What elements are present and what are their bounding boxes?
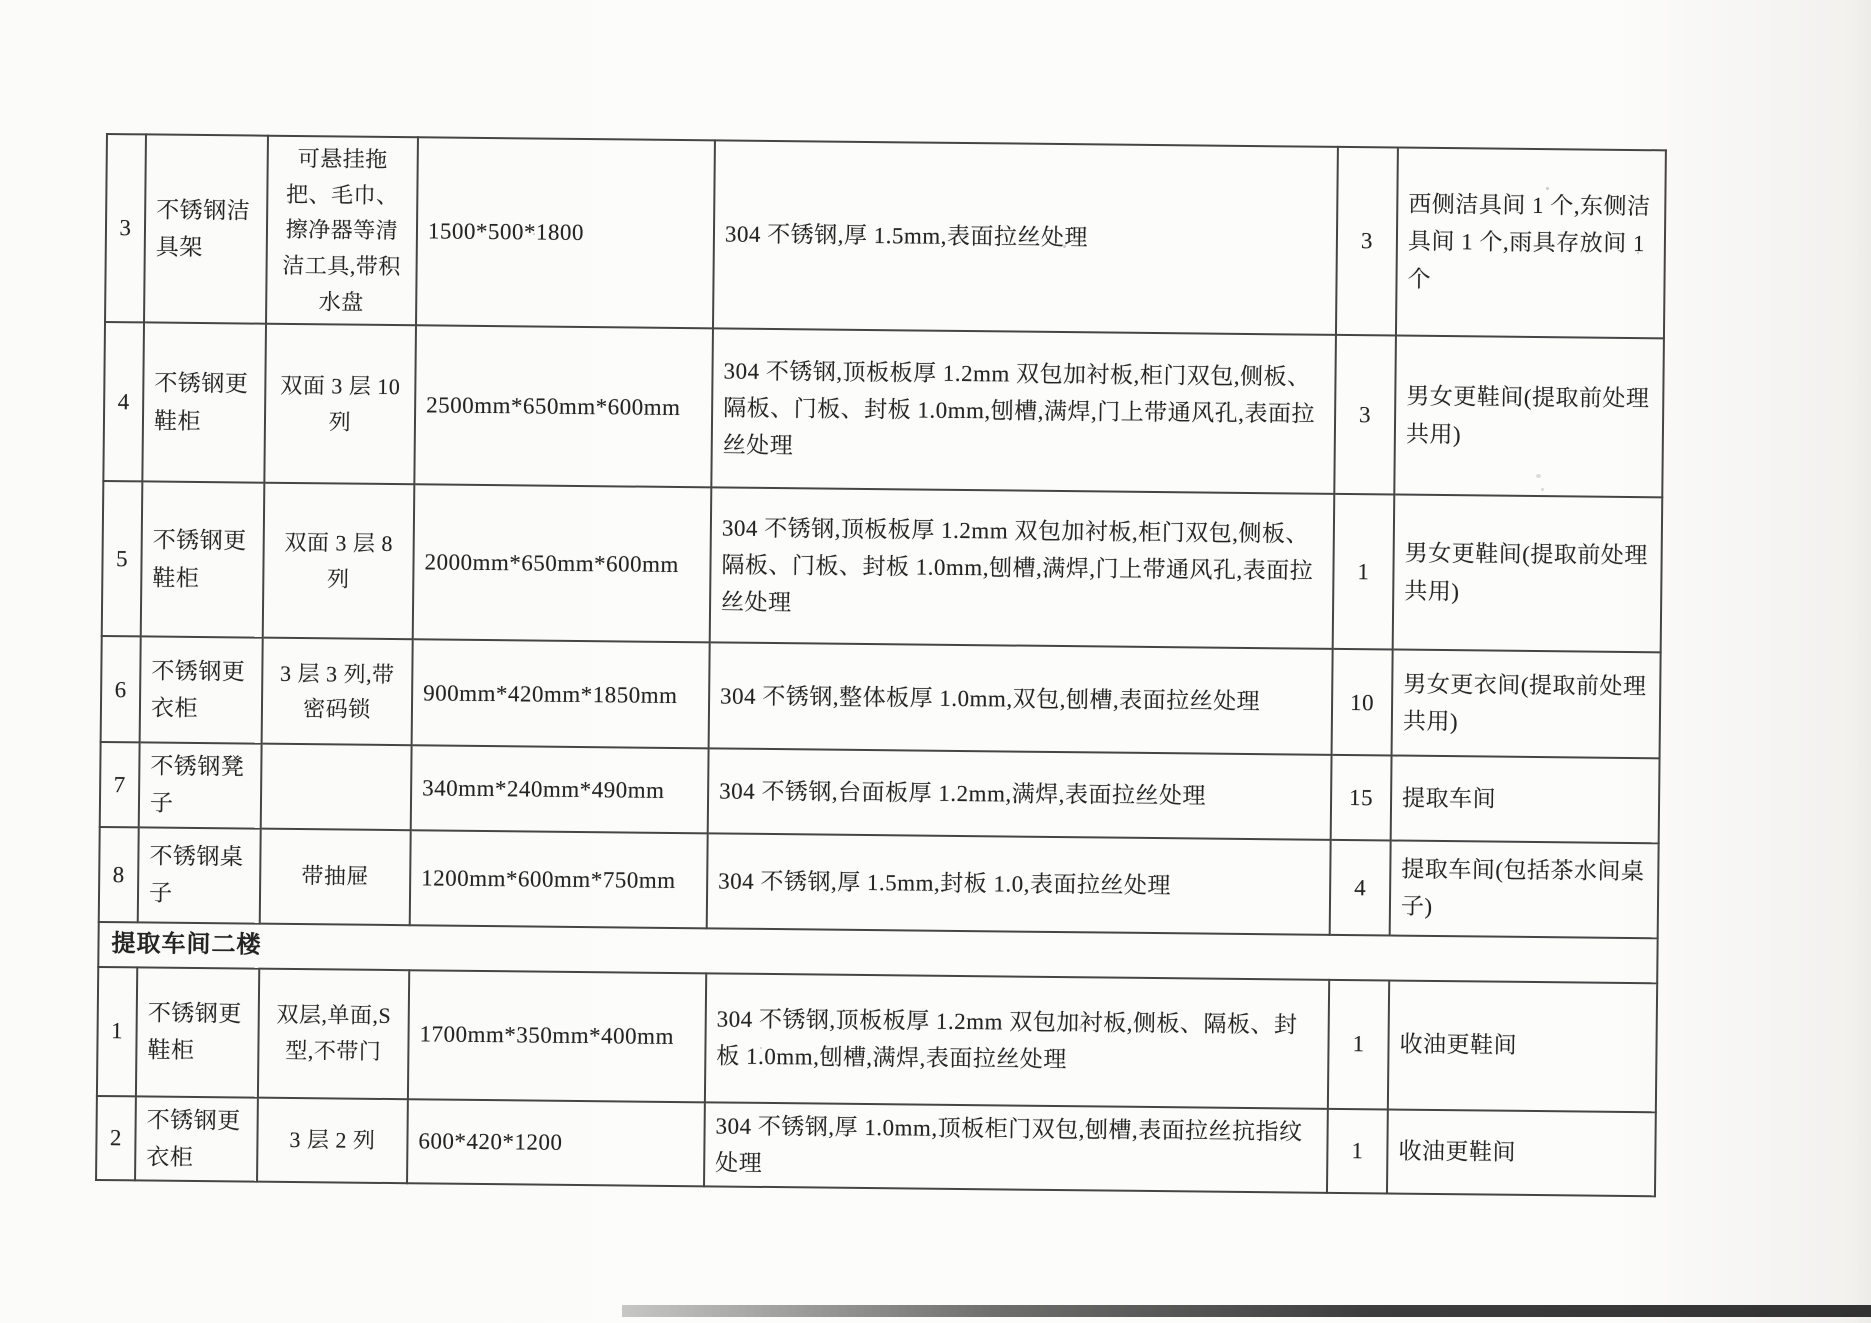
item-name-cell: 不锈钢洁具架 [144, 134, 268, 323]
spec-cell: 304 不锈钢,厚 1.0mm,顶板柜门双包,刨槽,表面拉丝抗指纹处理 [704, 1102, 1328, 1193]
location-cell: 收油更鞋间 [1388, 980, 1657, 1112]
spec-cell: 304 不锈钢,顶板板厚 1.2mm 双包加衬板,柜门双包,侧板、隔板、门板、封板 1.0mm,刨槽,满焊,门上带通风孔,表面拉丝处理 [711, 328, 1336, 494]
table-row [96, 1095, 1656, 1196]
scan-speck [1546, 187, 1549, 190]
size-cell: 900mm*420mm*1850mm [412, 639, 710, 748]
location-cell: 收油更鞋间 [1387, 1109, 1656, 1196]
spec-table [95, 133, 1667, 1197]
table-row [103, 322, 1664, 497]
location-cell: 男女更衣间(提取前处理共用) [1392, 650, 1661, 759]
scanned-table-area [95, 133, 1667, 1197]
feature-cell [261, 744, 412, 830]
feature-cell: 3 层 2 列 [257, 1097, 408, 1183]
feature-cell: 带抽屉 [260, 828, 411, 925]
scan-speck [533, 233, 535, 235]
row-number-cell: 8 [99, 827, 139, 922]
item-name-cell: 不锈钢更鞋柜 [142, 323, 266, 483]
size-cell: 600*420*1200 [407, 1099, 705, 1187]
row-number-cell: 5 [102, 481, 143, 636]
qty-cell: 3 [1336, 147, 1398, 336]
qty-cell: 4 [1330, 839, 1391, 935]
spec-cell: 304 不锈钢,厚 1.5mm,封板 1.0,表面拉丝处理 [707, 833, 1331, 935]
qty-cell: 15 [1331, 755, 1392, 840]
feature-cell: 双面 3 层 10 列 [264, 324, 416, 485]
scan-speck [876, 240, 878, 243]
scan-speck [1541, 488, 1544, 491]
size-cell: 1200mm*600mm*750mm [410, 830, 708, 928]
location-cell: 男女更鞋间(提取前处理共用) [1394, 336, 1664, 498]
item-name-cell: 不锈钢桌子 [138, 827, 261, 923]
location-cell: 提取车间 [1391, 756, 1660, 843]
item-name-cell: 不锈钢更鞋柜 [141, 482, 265, 638]
table-row [99, 827, 1659, 938]
item-name-cell: 不锈钢更衣柜 [140, 637, 263, 744]
size-cell: 1500*500*1800 [416, 137, 715, 328]
scan-speck [1637, 252, 1639, 254]
spec-cell: 304 不锈钢,厚 1.5mm,表面拉丝处理 [713, 140, 1338, 335]
table-row [97, 966, 1657, 1111]
scan-speck [1079, 1026, 1082, 1029]
row-number-cell: 3 [105, 134, 146, 323]
qty-cell: 3 [1334, 335, 1396, 495]
row-number-cell: 2 [96, 1095, 136, 1180]
feature-cell: 双面 3 层 8 列 [263, 483, 415, 640]
location-cell: 男女更鞋间(提取前处理共用) [1393, 495, 1663, 653]
item-name-cell: 不锈钢更鞋柜 [136, 967, 259, 1097]
item-name-cell: 不锈钢更衣柜 [135, 1096, 258, 1182]
size-cell: 1700mm*350mm*400mm [408, 970, 706, 1102]
scan-speck [1536, 474, 1541, 478]
qty-cell: 1 [1333, 494, 1395, 650]
qty-cell: 1 [1328, 979, 1389, 1109]
scan-speck [1063, 245, 1066, 248]
scan-bottom-edge [622, 1305, 1871, 1317]
spec-cell: 304 不锈钢,顶板板厚 1.2mm 双包加衬板,侧板、隔板、封板 1.0mm,刨槽,满焊,表面拉丝处理 [705, 973, 1329, 1109]
location-cell: 西侧洁具间 1 个,东侧洁具间 1 个,雨具存放间 1 个 [1396, 148, 1666, 339]
feature-cell: 双层,单面,S 型,不带门 [258, 968, 409, 1099]
table-row [101, 636, 1661, 758]
table-row [100, 742, 1660, 843]
feature-cell: 3 层 3 列,带密码锁 [262, 638, 413, 746]
feature-cell: 可悬挂拖把、毛巾、擦净器等清洁工具,带积水盘 [266, 136, 418, 326]
row-number-cell: 7 [100, 742, 140, 827]
scan-speck [1406, 1041, 1408, 1043]
table-row [105, 134, 1666, 338]
scan-speck [307, 1017, 309, 1019]
spec-cell: 304 不锈钢,顶板板厚 1.2mm 双包加衬板,柜门双包,侧板、隔板、门板、封板 1.0mm,刨槽,满焊,门上带通风孔,表面拉丝处理 [710, 487, 1335, 649]
item-name-cell: 不锈钢凳子 [139, 743, 262, 829]
section-title: 提取车间二楼 [98, 922, 1657, 983]
spec-cell: 304 不锈钢,整体板厚 1.0mm,双包,刨槽,表面拉丝处理 [709, 642, 1333, 755]
location-cell: 提取车间(包括茶水间桌子) [1390, 840, 1659, 938]
scan-speck [760, 1047, 762, 1049]
row-number-cell: 4 [103, 322, 144, 481]
size-cell: 2000mm*650mm*600mm [413, 484, 712, 642]
spec-cell: 304 不锈钢,台面板厚 1.2mm,满焊,表面拉丝处理 [708, 748, 1332, 839]
row-number-cell: 1 [97, 966, 137, 1095]
row-number-cell: 6 [101, 636, 141, 742]
qty-cell: 10 [1332, 649, 1393, 756]
qty-cell: 1 [1327, 1108, 1388, 1193]
size-cell: 2500mm*650mm*600mm [414, 325, 713, 487]
size-cell: 340mm*240mm*490mm [411, 745, 709, 833]
table-row [102, 481, 1663, 652]
